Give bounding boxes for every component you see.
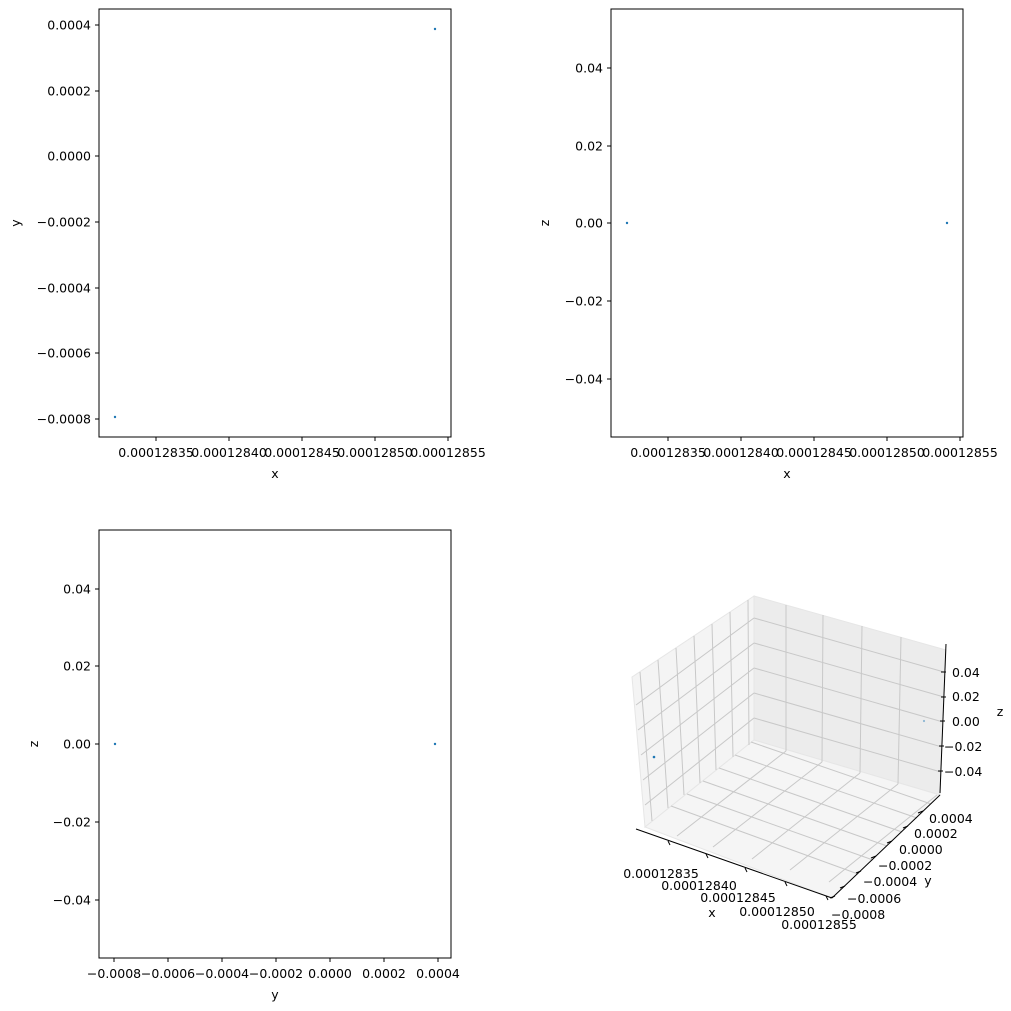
- data-point: [946, 222, 948, 224]
- x-axis-label: y: [271, 987, 279, 1002]
- y-axis-label: z: [26, 740, 41, 748]
- z-tick-label: 0.04: [952, 665, 980, 680]
- y-tick-label: 0.0002: [914, 826, 958, 841]
- subplot-xyz-3d: [623, 596, 1004, 932]
- y-tick-label: 0.02: [575, 138, 603, 154]
- z-tick-label: 0.00: [952, 714, 980, 729]
- y-tick-label: 0.04: [63, 581, 91, 597]
- y-tick-label: −0.0008: [36, 411, 91, 427]
- y-tick-label: 0.02: [63, 658, 91, 674]
- x-tick-label: −0.0004: [194, 966, 250, 981]
- subplot-xy: [8, 9, 486, 481]
- x-tick-label: 0.00012850: [739, 904, 815, 919]
- y-tick-label: 0.0002: [47, 83, 91, 99]
- y-tick-label: −0.04: [52, 892, 91, 908]
- subplot-xz: [537, 9, 998, 481]
- y-tick-label: −0.0004: [863, 874, 918, 889]
- y-tick-label: 0.0000: [47, 148, 91, 164]
- z-axis-label: z: [996, 704, 1004, 719]
- x-tick-label: 0.00012850: [337, 445, 413, 460]
- y-tick-label: 0.0004: [929, 811, 973, 826]
- y-tick-label: 0.04: [575, 60, 603, 76]
- data-point: [434, 743, 436, 745]
- x-tick-label: 0.00012835: [118, 445, 194, 460]
- x-tick-label: 0.00012845: [264, 445, 340, 460]
- axes-frame: [99, 9, 451, 437]
- x-ticks: [118, 437, 486, 460]
- axes-frame: [99, 530, 451, 958]
- y-ticks: [37, 18, 99, 427]
- z-tick-label: −0.04: [944, 764, 983, 779]
- subplot-yz: [26, 530, 460, 1002]
- x-axis-label: x: [708, 905, 716, 920]
- data-point: [114, 743, 116, 745]
- data-point: [626, 222, 628, 224]
- y-axis-label: z: [537, 219, 552, 227]
- y-ticks: [53, 582, 99, 908]
- y-axis-label: y: [8, 219, 23, 227]
- x-tick-label: −0.0008: [86, 966, 142, 981]
- z-tick-label: −0.02: [944, 739, 983, 754]
- x-ticks: [87, 958, 460, 981]
- x-tick-label: 0.00012840: [703, 445, 779, 460]
- y-tick-label: −0.0006: [36, 345, 91, 361]
- x-tick-label: 0.00012850: [849, 445, 925, 460]
- x-tick-label: −0.0006: [140, 966, 196, 981]
- y-tick-label: −0.0006: [847, 891, 902, 906]
- y-tick-label: −0.0002: [878, 858, 933, 873]
- data-point: [653, 756, 656, 759]
- x-axis-label: x: [783, 466, 791, 481]
- y-tick-label: 0.0000: [899, 842, 943, 857]
- x-tick-label: 0.00012835: [630, 445, 706, 460]
- data-point: [923, 720, 925, 722]
- x-tick-label: 0.00012845: [776, 445, 852, 460]
- x-tick-label: 0.00012835: [623, 866, 699, 881]
- y-tick-label: −0.02: [52, 814, 91, 830]
- x-tick-label: 0.00012840: [661, 878, 737, 893]
- data-point: [434, 28, 436, 30]
- y-tick-label: −0.0008: [831, 907, 886, 922]
- x-tick-label: 0.00012855: [922, 445, 998, 460]
- z-tick-label: 0.02: [952, 689, 980, 704]
- data-point: [114, 416, 116, 418]
- x-tick-label: 0.00012855: [410, 445, 486, 460]
- y-tick-label: 0.0004: [47, 17, 91, 33]
- y-axis-label: y: [924, 873, 932, 888]
- x-tick-label: 0.00012855: [781, 917, 857, 932]
- y-tick-label: −0.0004: [36, 280, 91, 296]
- x-tick-label: −0.0002: [248, 966, 304, 981]
- x-axis-label: x: [271, 466, 279, 481]
- x-tick-label: 0.0002: [362, 966, 406, 981]
- x-tick-label: 0.0000: [308, 966, 352, 981]
- y-tick-label: −0.02: [564, 293, 603, 309]
- y-tick-label: −0.0002: [36, 214, 91, 230]
- axes-frame: [611, 9, 963, 437]
- x-tick-label: 0.00012845: [700, 890, 776, 905]
- y-tick-label: 0.00: [575, 215, 603, 231]
- y-tick-label: −0.04: [564, 371, 603, 387]
- x-tick-label: 0.0004: [416, 966, 460, 981]
- x-ticks: [630, 437, 998, 460]
- x-tick-label: 0.00012840: [191, 445, 267, 460]
- y-tick-label: 0.00: [63, 736, 91, 752]
- y-ticks: [565, 61, 611, 387]
